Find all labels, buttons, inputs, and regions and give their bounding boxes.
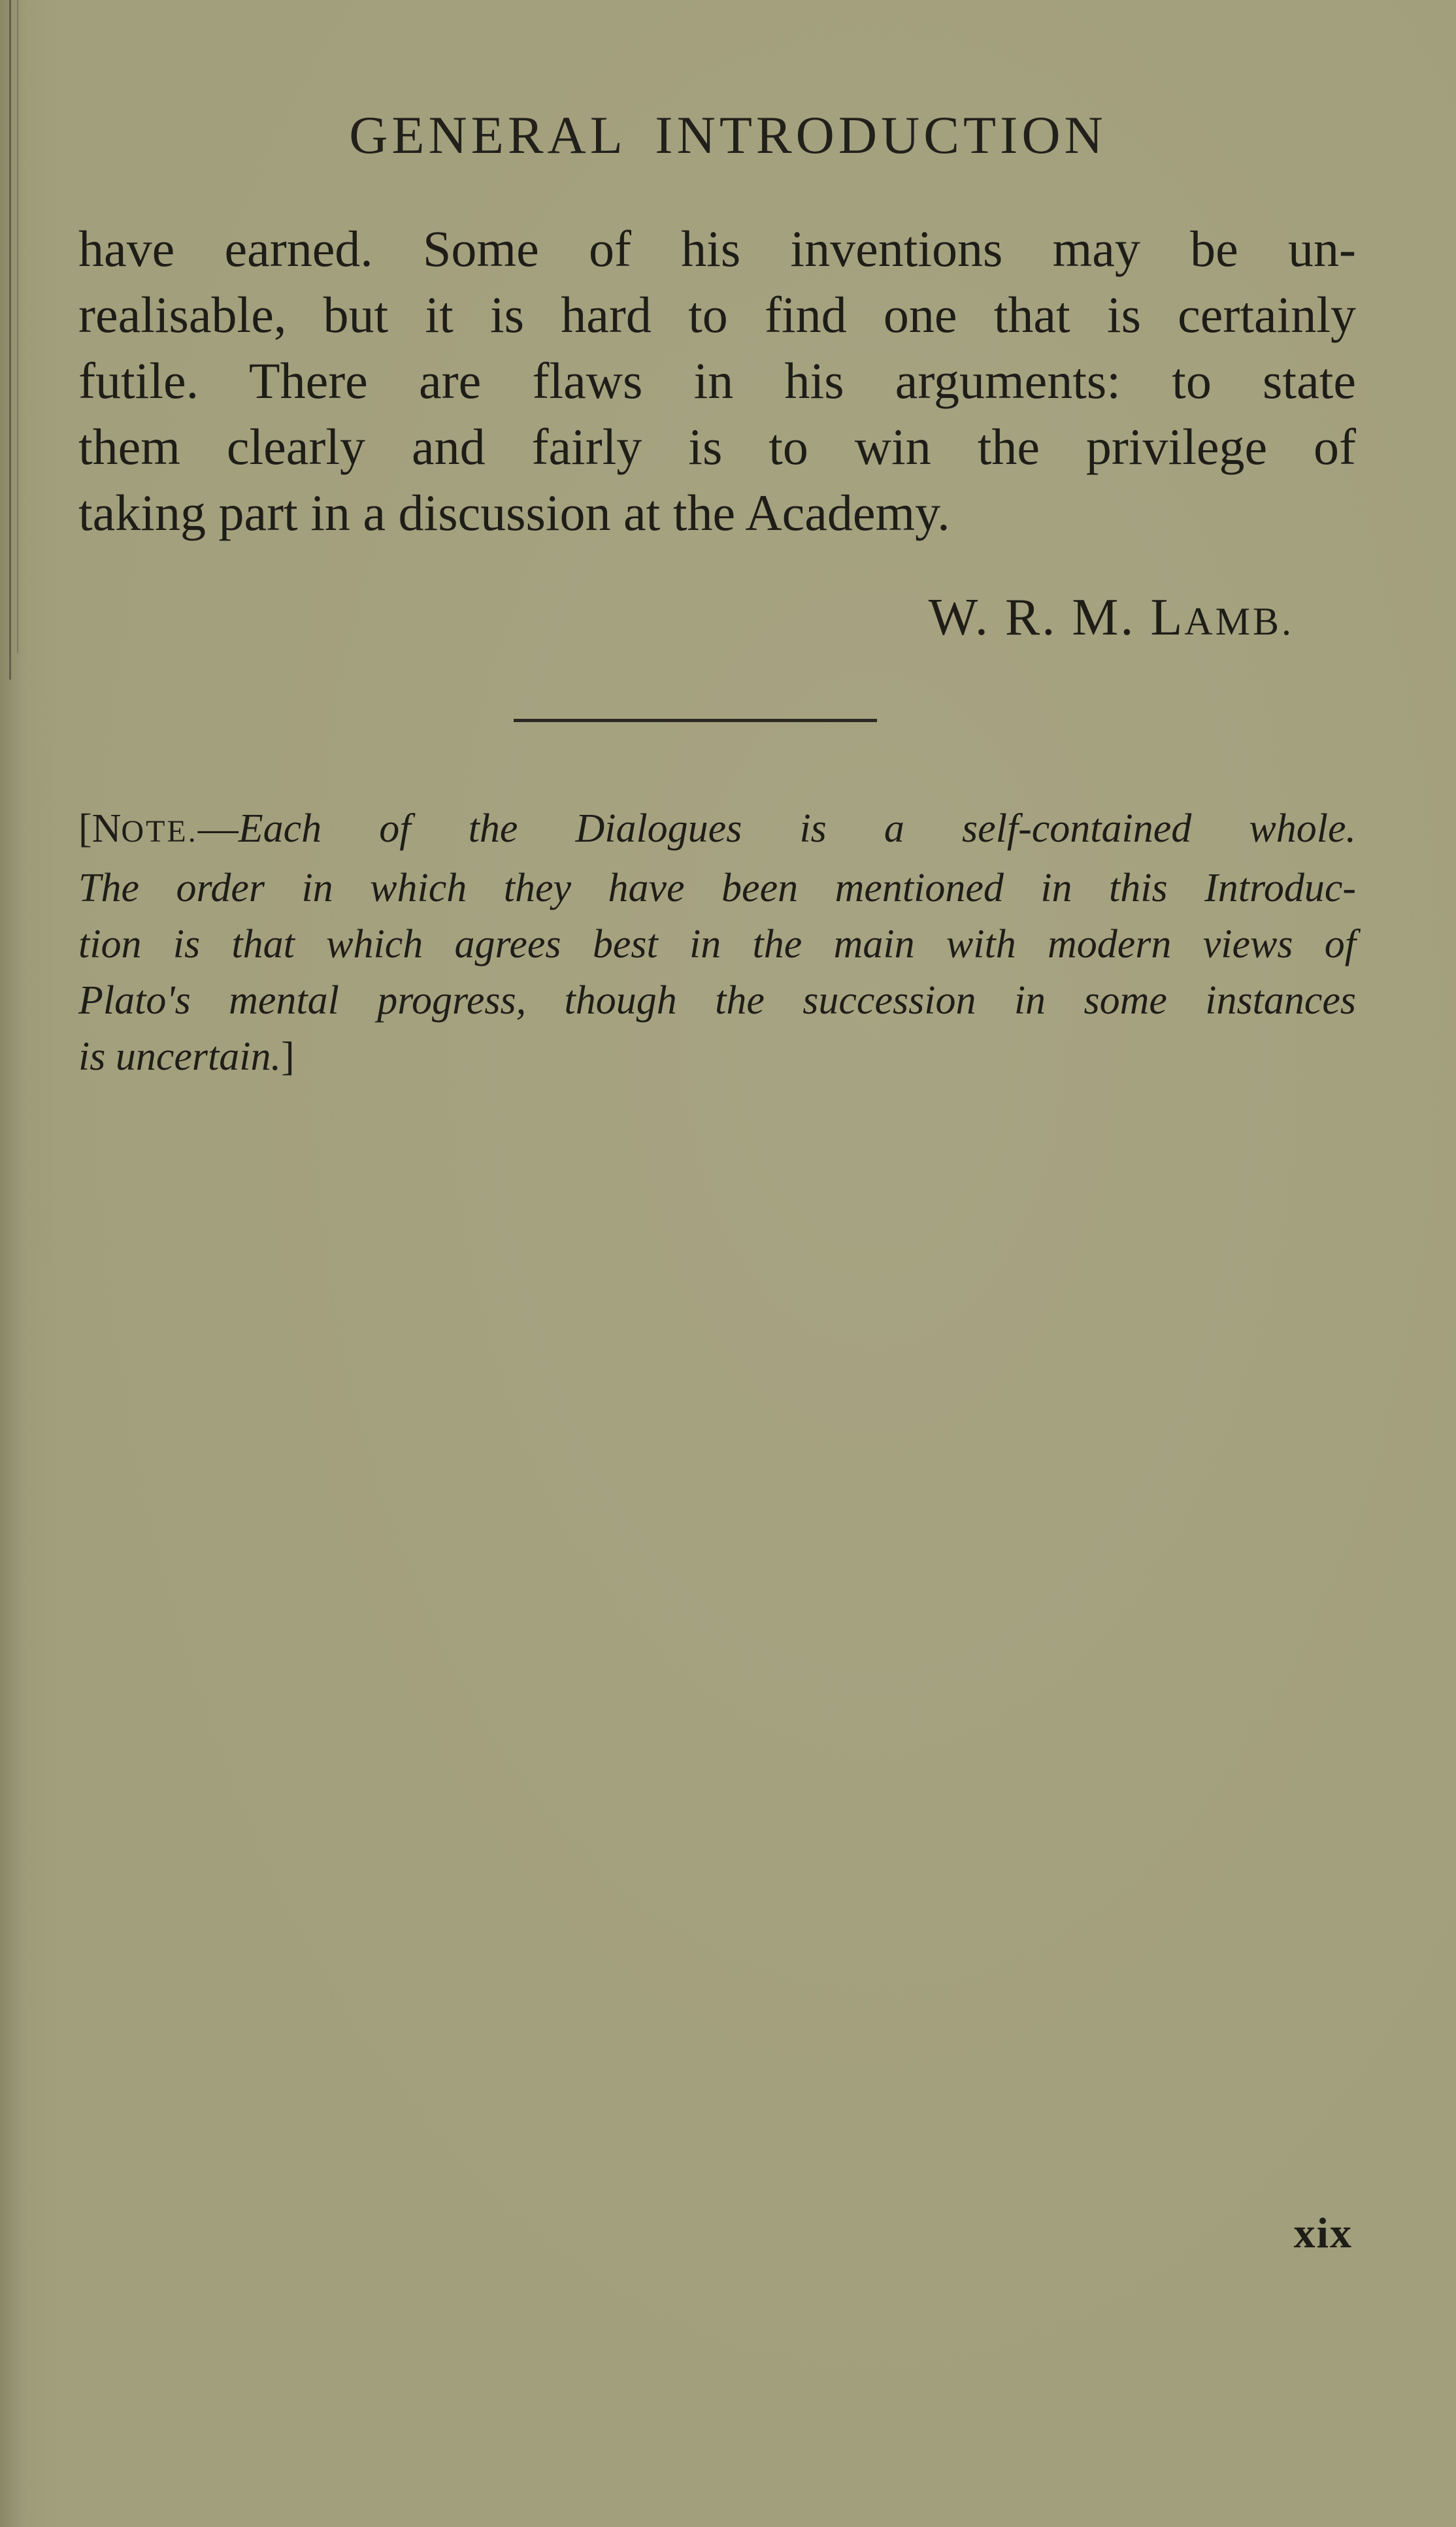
signature-surname: AMB. — [1184, 600, 1294, 643]
note-close-bracket: ] — [280, 1034, 295, 1079]
editorial-note — [78, 801, 1356, 1085]
author-signature — [850, 588, 1294, 648]
page-number: xix — [1293, 2209, 1353, 2257]
note-line: Plato's mental progress, though the succession in some instances — [78, 978, 1356, 1023]
paragraph-line: futile. There are flaws in his arguments: to state — [78, 352, 1356, 409]
section-divider-rule — [514, 719, 877, 722]
note-line: tion is that which agrees best in the main with modern views of — [78, 922, 1356, 966]
note-dash: — — [197, 806, 239, 851]
note-line — [78, 1029, 1356, 1085]
closing-paragraph — [78, 216, 1356, 546]
running-head: GENERAL INTRODUCTION — [349, 105, 1107, 165]
note-label: OTE. — [121, 814, 198, 849]
page-gutter-line — [9, 0, 11, 680]
note-line — [78, 801, 1356, 860]
paragraph-line: realisable, but it is hard to find one that is certainly — [78, 286, 1356, 343]
paragraph-line: have earned. Some of his inventions may be un- — [78, 220, 1356, 277]
note-line: The order in which they have been mentioned in this Introduc- — [78, 866, 1356, 910]
note-open-bracket: [N — [78, 806, 122, 851]
signature-initials: W. R. M. L — [928, 589, 1185, 646]
note-text: Each of the Dialogues is a self-contained whole. — [238, 806, 1356, 851]
note-text: is uncertain. — [78, 1034, 281, 1079]
paragraph-line: them clearly and fairly is to win the privilege of — [78, 418, 1356, 475]
paragraph-line: taking part in a discussion at the Academy. — [78, 484, 950, 541]
page-gutter-line-inner — [17, 0, 18, 653]
